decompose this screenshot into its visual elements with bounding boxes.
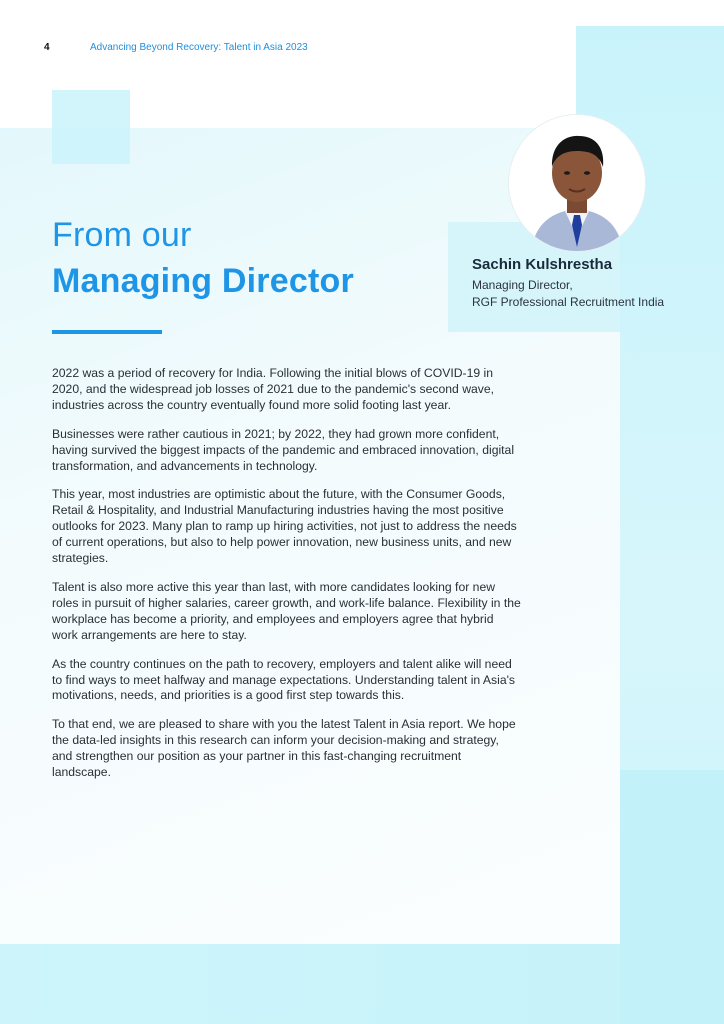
page-number: 4: [44, 42, 50, 53]
decorative-bottom-band: [0, 944, 724, 1024]
page-title-line1: From our: [52, 216, 192, 254]
title-underline: [52, 330, 162, 334]
person-organization: RGF Professional Recruitment India: [472, 295, 665, 309]
paragraph: This year, most industries are optimistic about the future, with the Consumer Goods, Retail & Hospitality, and Industrial Manufacturing industries having the most positive outlooks for 2023. Many plan to ramp up hiring activities, not just to address the needs of current operations, but also to help power innovation, new business units, and new strategies.: [52, 487, 517, 566]
person-name: Sachin Kulshrestha: [472, 256, 613, 273]
paragraph: To that end, we are pleased to share with you the latest Talent in Asia report. We hope the data-led insights in this research can inform your decision-making and strategy, and strengthen our position as your partner in this fast-changing recruitment landscape.: [52, 717, 516, 780]
decorative-bottom-right-block: [620, 770, 724, 1024]
running-title: Advancing Beyond Recovery: Talent in Asia 2023: [90, 42, 308, 53]
letter-body: [52, 366, 522, 794]
person-avatar-icon: [509, 115, 645, 251]
page-title-line2: Managing Director: [52, 262, 354, 300]
decorative-square: [52, 90, 130, 164]
person-role: Managing Director,: [472, 278, 573, 292]
portrait-photo: [508, 114, 646, 252]
paragraph: Businesses were rather cautious in 2021; by 2022, they had grown more confident, having survived the biggest impacts of the pandemic and embraced innovation, digital transformation, and advancements in technology.: [52, 426, 515, 473]
paragraph: 2022 was a period of recovery for India. Following the initial blows of COVID-19 in 2020, and the widespread job losses of 2021 due to the pandemic's second wave, industries across the country eventually found more solid footing last year.: [52, 366, 495, 412]
paragraph: Talent is also more active this year than last, with more candidates looking for new roles in pursuit of higher salaries, career growth, and work-life balance. Flexibility in the workplace has become a priority, and employees and employers agree that hybrid work arrangements are here to stay.: [52, 579, 521, 642]
paragraph: As the country continues on the path to recovery, employers and talent alike will need to find ways to meet halfway and manage expectations. Understanding talent in Asia's motivations, needs, and priorities is a good first step towards this.: [52, 656, 516, 703]
